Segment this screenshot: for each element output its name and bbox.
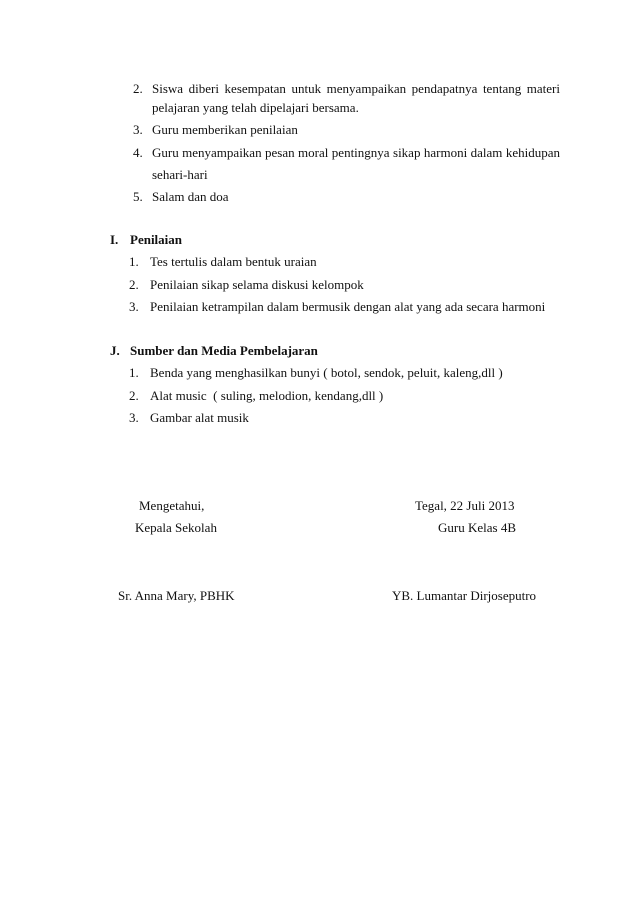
list-item-text: Benda yang menghasilkan bunyi ( botol, sendok, peluit, kaleng,dll ) <box>150 365 503 380</box>
list-item-text: Penilaian sikap selama diskusi kelompok <box>150 277 364 292</box>
list-number: 4. <box>133 145 143 160</box>
section-letter: I. <box>110 232 119 247</box>
list-item-text: Salam dan doa <box>152 189 229 204</box>
signature-left-role: Kepala Sekolah <box>135 520 217 535</box>
list-item-text: pelajaran yang telah dipelajari bersama. <box>152 100 359 115</box>
list-item-text: Guru memberikan penilaian <box>152 122 298 137</box>
list-item-text: Tes tertulis dalam bentuk uraian <box>150 254 317 269</box>
signature-left-label: Mengetahui, <box>139 498 205 513</box>
list-number: 3. <box>129 410 139 425</box>
list-number: 2. <box>129 277 139 292</box>
list-number: 2. <box>133 81 143 96</box>
section-letter: J. <box>110 343 120 358</box>
section-heading: Sumber dan Media Pembelajaran <box>130 343 318 358</box>
list-item-text: sehari-hari <box>152 167 208 182</box>
list-item-text: Guru menyampaikan pesan moral pentingnya sikap harmoni dalam kehidupan <box>152 145 560 160</box>
signature-left-name: Sr. Anna Mary, PBHK <box>118 588 235 603</box>
signature-right-role: Guru Kelas 4B <box>438 520 516 535</box>
list-number: 3. <box>129 299 139 314</box>
list-number: 1. <box>129 254 139 269</box>
list-item-text: Siswa diberi kesempatan untuk menyampaikan pendapatnya tentang materi <box>152 81 560 96</box>
list-item-text: Alat music ( suling, melodion, kendang,dll ) <box>150 388 384 403</box>
list-number: 2. <box>129 388 139 403</box>
list-number: 3. <box>133 122 143 137</box>
list-number: 1. <box>129 365 139 380</box>
list-item-text: Penilaian ketrampilan dalam bermusik dengan alat yang ada secara harmoni <box>150 299 546 314</box>
signature-right-name: YB. Lumantar Dirjoseputro <box>392 588 537 603</box>
signature-right-place-date: Tegal, 22 Juli 2013 <box>415 498 515 513</box>
section-heading: Penilaian <box>130 232 183 247</box>
list-item-text: Gambar alat musik <box>150 410 249 425</box>
list-number: 5. <box>133 189 143 204</box>
